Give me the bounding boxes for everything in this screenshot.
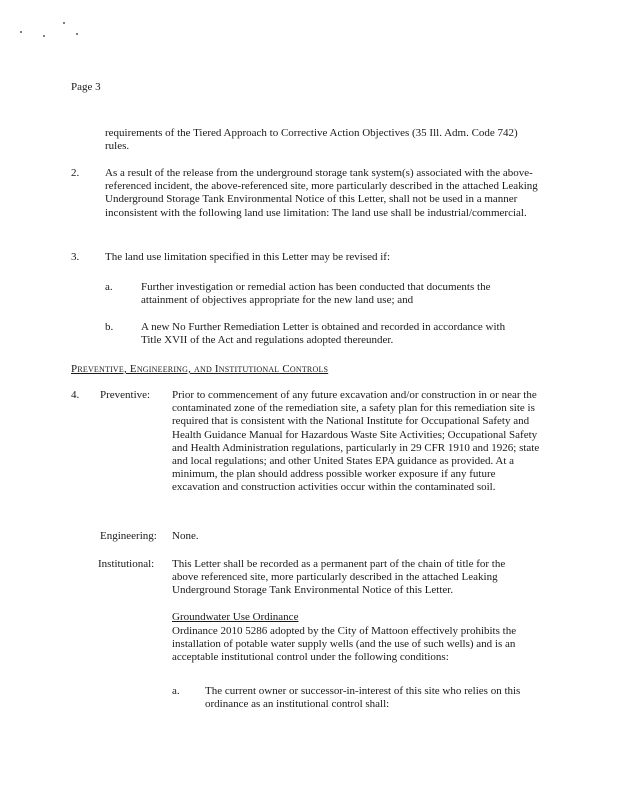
item-3a-letter: a.: [105, 281, 113, 293]
scan-speck: [76, 33, 78, 35]
item-2-text: As a result of the release from the underground storage tank system(s) associated with the above-referenced incident, the above-referenced site, more particularly described in the attached Leaking Underground Storage Tank Environmental Notice of this Letter, shall not be used in a manner inconsistent with the following land use limitation: The land use shall be industrial/commercial.: [105, 167, 538, 219]
ordinance-heading: Groundwater Use Ordinance: [172, 611, 299, 623]
scan-speck: [20, 31, 22, 33]
ordinance-sub-a-letter: a.: [172, 685, 180, 697]
scan-speck: [43, 35, 45, 37]
item-3a-text: Further investigation or remedial action has been conducted that documents the attainment of objectives appropriate for the new land use; and: [141, 281, 491, 307]
engineering-label: Engineering:: [100, 530, 157, 542]
scan-speck: [63, 22, 65, 24]
item-3b-letter: b.: [105, 321, 114, 333]
preventive-text: Prior to commencement of any future excavation and/or construction in or near the contaminated zone of the remediation site, a safety plan for this remediation site is required that is consistent with the National Institute for Occupational Safety and Health Guidance Manual for Hazardous Waste Site Activities; Occupational Safety and Health Administration regulations, particularly in 29 CFR 1910 and 1926; state and local regulations; and other United States EPA guidance as provided. At a minimum, the plan should address possible worker exposure if any future excavation and construction activities occur within the contaminated soil.: [172, 389, 540, 494]
item-3b-text: A new No Further Remediation Letter is obtained and recorded in accordance with Title XVII of the Act and regulations adopted thereunder.: [141, 321, 506, 347]
item-3-number: 3.: [71, 251, 80, 263]
engineering-text: None.: [172, 530, 199, 542]
institutional-label: Institutional:: [98, 558, 155, 570]
ordinance-text: Ordinance 2010 5286 adopted by the City of Mattoon effectively prohibits the installation of potable water supply wells (and the use of such wells) and is an acceptable institutional control under the following conditions:: [172, 625, 517, 664]
ordinance-sub-a-text: The current owner or successor-in-interest of this site who relies on this ordinance as an institutional control shall:: [205, 685, 521, 711]
item-3-text: The land use limitation specified in this Letter may be revised if:: [105, 251, 391, 263]
preventive-label: Preventive:: [100, 389, 151, 401]
institutional-text: This Letter shall be recorded as a permanent part of the chain of title for the above referenced site, more particularly described in the attached Leaking Underground Storage Tank Environmental Notice of this Letter.: [172, 558, 506, 597]
section-heading: Preventive, Engineering, and Institutional Controls: [71, 363, 329, 375]
page-label: Page 3: [71, 81, 101, 93]
item-4-number: 4.: [71, 389, 80, 401]
continuation-text: requirements of the Tiered Approach to Corrective Action Objectives (35 Ill. Adm. Code 742) rules.: [105, 127, 518, 153]
item-2-number: 2.: [71, 167, 80, 179]
